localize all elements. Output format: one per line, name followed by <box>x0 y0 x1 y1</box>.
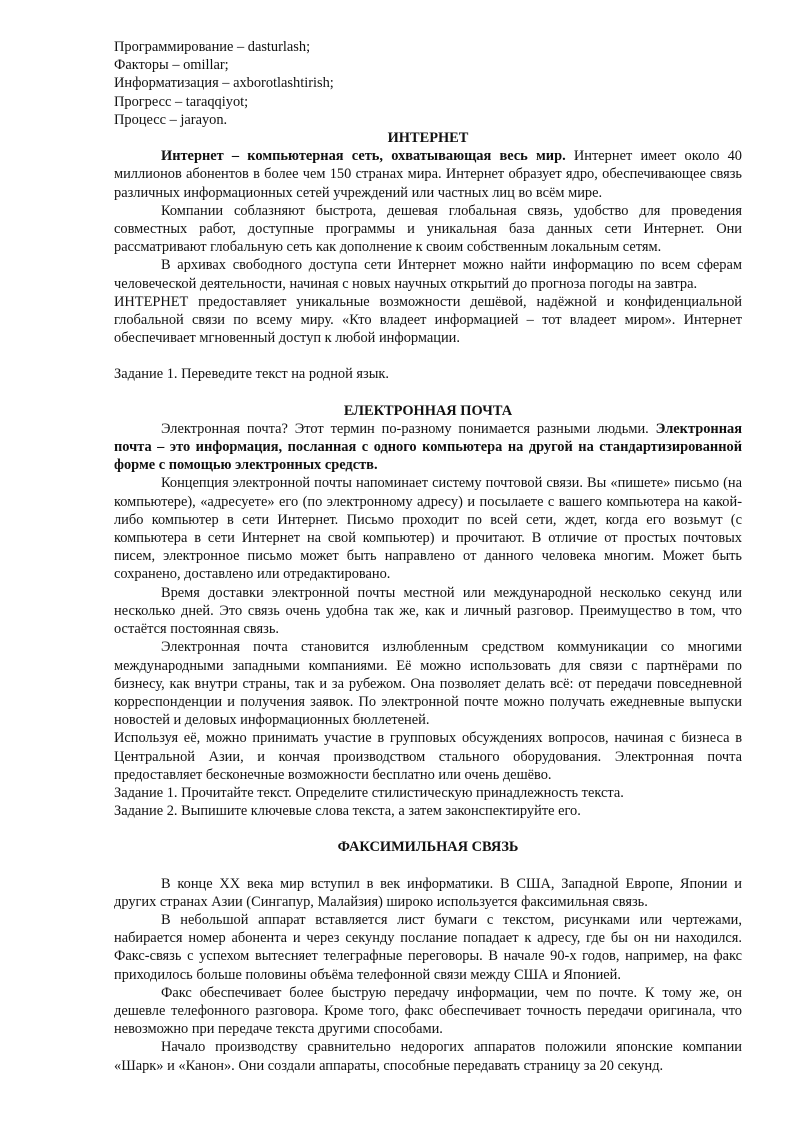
document-page <box>114 38 742 1075</box>
section-title: ИНТЕРНЕТ <box>387 130 469 147</box>
paragraph: Электронная почта становится излюбленным средством коммуникации со многими международными западными компаниями. Её можно использовать для связи с партнёрами по бизнесу, как внутри страны, так и за рубежом. Она позволяет делать всё: от передачи повседневной корреспонденции и получения заявок. По электронной почте можно получать ежедневные выпуски новостей и деловых информационных бюллетеней. <box>114 639 742 729</box>
paragraph: Используя её, можно принимать участие в групповых обсуждениях вопросов, начиная с бизнеса в Центральной Азии, и кончая производством стального оборудования. Электронная почта предоставляет бесконечные возможности бесплатно или очень дешёво. <box>114 730 742 783</box>
task: Задание 2. Выпишите ключевые слова текста, а затем законспектируйте его. <box>114 803 581 820</box>
section-title: ЕЛЕКТРОННАЯ ПОЧТА <box>343 402 513 419</box>
vocabulary-list <box>114 38 742 129</box>
section-email <box>114 402 742 821</box>
paragraph: Компании соблазняют быстрота, дешевая глобальная связь, удобство для проведения совместных работ, доступные программы и уникальная база данных сети Интернет. Они рассматривают глобальную сеть как дополнение к своим собственным локальным сетям. <box>114 202 742 256</box>
section-title: ФАКСИМИЛЬНАЯ СВЯЗЬ <box>337 839 519 856</box>
paragraph: В небольшой аппарат вставляется лист бумаги с текстом, рисунками или чертежами, набирается номер абонента и через секунду послание попадает к адресу, где бы он ни находился. Факс-связь с успехом вытесняет телеграфные переговоры. В начале 90-х годов, например, на факс приходилось больше половины объёма телефонной связи между США и Японией. <box>114 911 742 983</box>
paragraph: Факс обеспечивает более быструю передачу информации, чем по почте. К тому же, он дешевле телефонного разговора. Кроме того, факс обеспечивает точность передачи оригинала, что невозможно при передаче текста другими способами. <box>114 984 742 1038</box>
vocab-item: Процесс – jarayon. <box>114 111 228 128</box>
task: Задание 1. Прочитайте текст. Определите стилистическую принадлежность текста. <box>114 784 624 801</box>
paragraph-text: Интернет имеет около 40 миллионов абонентов в более чем 150 странах мира. Интернет образует ядро, обеспечивающее связь различных информационных сетей учреждений или частных лиц во всём мире. <box>114 148 742 201</box>
bold-definition: Электронная почта – это информация, посланная с одного компьютера на другой на стандартизированной форме с помощью электронных средств. <box>114 420 742 474</box>
bold-lead: Интернет – компьютерная сеть, охватывающая весь мир. <box>161 148 566 165</box>
section-internet <box>114 129 742 384</box>
paragraph-text: Электронная почта? Этот термин по-разному понимается разными людьми. <box>161 420 656 437</box>
vocab-item: Факторы – omillar; <box>114 57 229 74</box>
vocab-item: Прогресс – taraqqiyot; <box>114 93 249 110</box>
vocab-item: Информатизация – axborotlashtirish; <box>114 75 334 92</box>
paragraph <box>114 147 742 202</box>
vocab-item: Программирование – dasturlash; <box>114 39 311 55</box>
paragraph: Концепция электронной почты напоминает систему почтовой связи. Вы «пишете» письмо (на компьютере), «адресуете» его (по электронному адресу) и посылаете с вашего компьютера на какой-либо компьютер в сети Интернет. Письмо проходит по всей сети, ждет, когда его возьмут (с компьютера в сети Интернет на свой компьютер) и прочитают. В отличие от простых почтовых писем, электронное письмо может быть направлено от данного человека многим. Может быть сохранено, доставлено или отредактировано. <box>114 475 742 583</box>
paragraph: В архивах свободного доступа сети Интернет можно найти информацию по всем сферам человеческой деятельности, начиная с новых научных открытий до прогноза погоды на завтра. <box>114 257 742 292</box>
task: Задание 1. Переведите текст на родной язык. <box>114 366 389 383</box>
paragraph: Начало производству сравнительно недорогих аппаратов положили японские компании «Шарк» и «Канон». Они создали аппараты, способные передавать страницу за 20 секунд. <box>114 1039 742 1074</box>
paragraph: ИНТЕРНЕТ предоставляет уникальные возможности дешёвой, надёжной и конфиденциальной глобальной связи по всему миру. «Кто владеет информацией – тот владеет миром». Интернет обеспечивает мгновенный доступ к любой информации. <box>114 293 742 347</box>
paragraph: В конце XX века мир вступил в век информатики. В США, Западной Европе, Японии и других странах Азии (Сингапур, Малайзия) широко используется факсимильная связь. <box>114 875 742 910</box>
paragraph <box>114 420 742 475</box>
paragraph: Время доставки электронной почты местной или международной несколько секунд или несколько дней. Это связь очень удобна так же, как и личный разговор. Преимущество в том, что остаётся постоянная связь. <box>114 584 742 638</box>
section-fax <box>114 838 742 1074</box>
